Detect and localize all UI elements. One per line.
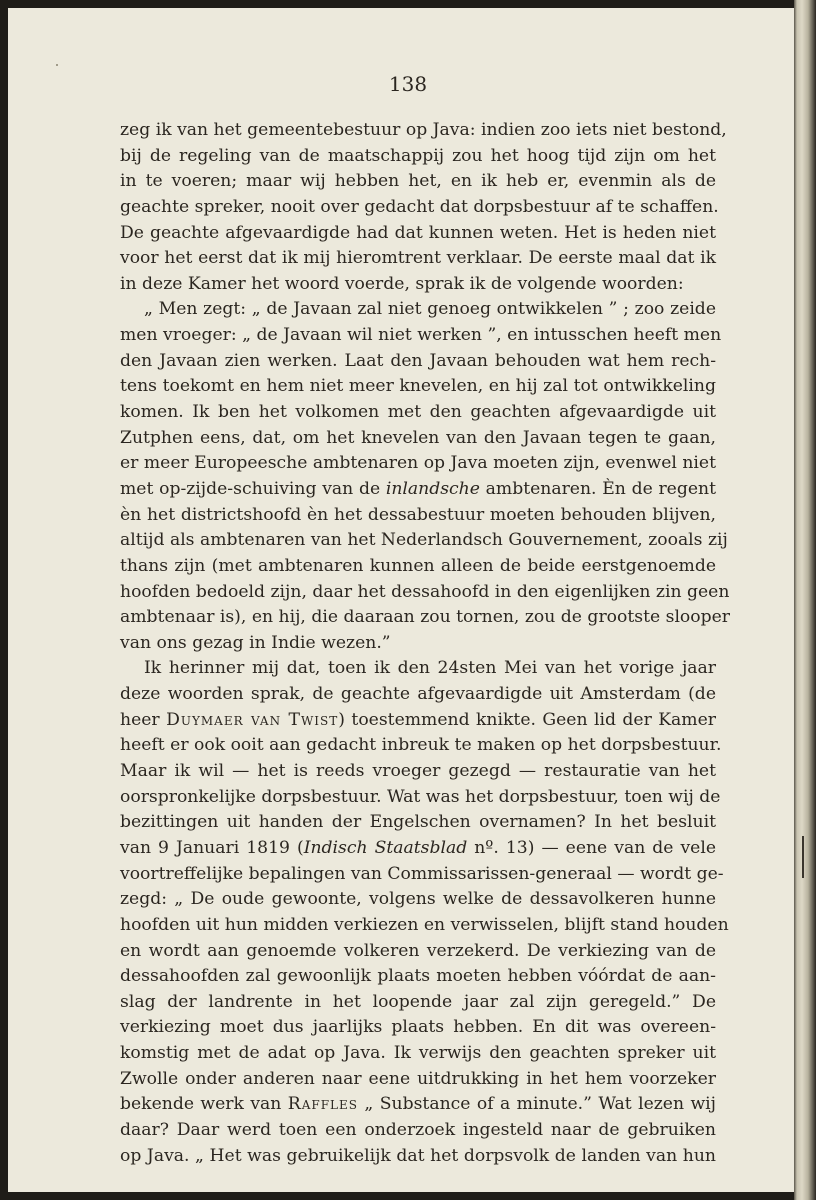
text-line <box>120 374 716 400</box>
text-line <box>120 528 728 554</box>
text-line <box>120 810 716 836</box>
text-segment: van ons gezag in Indie wezen.” <box>120 632 391 653</box>
page-number: 138 <box>388 72 428 96</box>
text-segment: slag der landrente in het loopende jaar zal zijn geregeld.” De <box>120 991 716 1012</box>
text-line <box>120 733 722 759</box>
text-segment: komstig met de adat op Java. Ik verwijs den geachten spreker uit <box>120 1043 716 1064</box>
text-line <box>120 349 716 375</box>
text-segment: verkiezing moet dus jaarlijks plaats hebben. En dit was overeen- <box>120 1017 716 1038</box>
text-line <box>120 1144 716 1170</box>
text-segment: „ Substance of a minute.” Wat lezen wij <box>358 1094 716 1115</box>
text-segment: De geachte afgevaardigde had dat kunnen weten. Het is heden niet <box>120 222 716 243</box>
text-segment: en wordt aan genoemde volkeren verzekerd. De verkiezing van de <box>120 940 716 961</box>
text-segment: nº. 13) — eene van de vele <box>467 837 717 858</box>
text-segment: met op-zijde-schuiving van de <box>120 478 386 499</box>
text-line <box>120 887 716 913</box>
body-text <box>120 118 731 1169</box>
text-line <box>120 939 716 965</box>
text-line <box>120 1015 716 1041</box>
margin-mark <box>802 836 804 878</box>
text-line <box>120 1092 716 1118</box>
text-segment: „ Men zegt: „ de Javaan zal niet genoeg ontwikkelen ” ; zoo zeide <box>144 299 716 320</box>
italic-text: inlandsche <box>385 478 480 499</box>
text-line <box>120 785 721 811</box>
text-line <box>120 605 731 631</box>
text-line <box>120 400 716 426</box>
text-segment: voor het eerst dat ik mij hieromtrent verklaar. De eerste maal dat ik <box>120 248 716 269</box>
text-line <box>120 1067 716 1093</box>
text-segment: zeg ik van het gemeentebestuur op Java: indien zoo iets niet bestond, <box>120 120 727 140</box>
text-segment: in deze Kamer het woord voerde, sprak ik de volgende woorden: <box>120 273 684 294</box>
text-segment: Maar ik wil — het is reeds vroeger gezegd — restauratie van het <box>120 761 716 782</box>
small-caps-name: Duymaer van Twist <box>166 709 339 730</box>
text-line <box>120 144 716 170</box>
text-segment: tens toekomt en hem niet meer knevelen, en hij zal tot ontwikkeling <box>120 376 716 397</box>
text-line <box>120 656 716 682</box>
text-segment: bezittingen uit handen der Engelschen overnamen? In het besluit <box>120 812 716 833</box>
binding-edge <box>794 0 816 1200</box>
text-segment: heer <box>120 709 167 730</box>
text-segment: Ik herinner mij dat, toen ik den 24sten Mei van het vorige jaar <box>144 658 716 679</box>
text-segment: hoofden uit hun midden verkiezen en verwisselen, blijft stand houden <box>120 914 729 935</box>
small-caps-name: Raffles <box>287 1094 359 1115</box>
text-line <box>120 221 716 247</box>
text-segment: bekende werk van <box>120 1094 288 1115</box>
paper-speck <box>56 64 58 66</box>
text-segment: zegd: „ De oude gewoonte, volgens welke de dessavolkeren hunne <box>120 889 716 910</box>
italic-text: Indisch Staatsblad <box>303 837 468 858</box>
text-line <box>120 964 716 990</box>
text-segment: èn het districtshoofd èn het dessabestuur moeten behouden blijven, <box>120 504 716 525</box>
text-line <box>120 426 716 452</box>
text-line <box>120 477 716 503</box>
text-line <box>120 451 716 477</box>
text-segment: in te voeren; maar wij hebben het, en ik heb er, evenmin als de <box>120 171 716 192</box>
text-segment: ambtenaren. Èn de regent <box>479 478 716 499</box>
text-segment: men vroeger: „ de Javaan wil niet werken ”, en intusschen heeft men <box>120 325 722 346</box>
text-segment: voortreffelijke bepalingen van Commissarissen-generaal — wordt ge- <box>120 863 724 884</box>
text-segment: Zutphen eens, dat, om het knevelen van den Javaan tegen te gaan, <box>120 427 716 448</box>
text-line <box>120 759 716 785</box>
text-line <box>120 862 724 888</box>
text-line <box>120 272 716 298</box>
text-line <box>120 246 716 272</box>
text-line <box>120 913 729 939</box>
text-segment: den Javaan zien werken. Laat den Javaan behouden wat hem rech- <box>120 350 716 371</box>
text-line <box>120 1118 716 1144</box>
text-line <box>120 580 730 606</box>
text-segment: van 9 Januari 1819 ( <box>120 837 304 858</box>
text-line <box>120 708 716 734</box>
text-segment: komen. Ik ben het volkomen met den geachten afgevaardigde uit <box>120 402 716 423</box>
text-line <box>120 323 722 349</box>
text-segment: dessahoofden zal gewoonlijk plaats moeten hebben vóórdat de aan- <box>120 966 716 987</box>
text-segment: thans zijn (met ambtenaren kunnen alleen de beide eerstgenoemde <box>120 555 716 576</box>
text-segment: daar? Daar werd toen een onderzoek ingesteld naar de gebruiken <box>120 1119 716 1140</box>
text-segment: oorspronkelijke dorpsbestuur. Wat was het dorpsbestuur, toen wij de <box>120 786 721 807</box>
text-line <box>120 297 716 323</box>
text-segment: ) toestemmend knikte. Geen lid der Kamer <box>338 709 716 730</box>
text-segment: deze woorden sprak, de geachte afgevaardigde uit Amsterdam (de <box>120 684 716 705</box>
text-segment: op Java. „ Het was gebruikelijk dat het dorpsvolk de landen van hun <box>120 1145 716 1166</box>
text-segment: bij de regeling van de maatschappij zou het hoog tijd zijn om het <box>120 145 716 166</box>
text-line <box>120 169 716 195</box>
text-segment: Zwolle onder anderen naar eene uitdrukking in het hem voorzeker <box>120 1068 716 1089</box>
text-line <box>120 554 716 580</box>
text-line <box>120 682 716 708</box>
text-segment: ambtenaar is), en hij, die daaraan zou tornen, zou de grootste slooper <box>120 607 731 628</box>
text-line <box>120 118 727 144</box>
text-segment: heeft er ook ooit aan gedacht inbreuk te maken op het dorpsbestuur. <box>120 735 722 756</box>
text-line <box>120 631 716 657</box>
text-segment: altijd als ambtenaren van het Nederlandsch Gouvernement, zooals zij <box>120 530 728 551</box>
text-segment: geachte spreker, nooit over gedacht dat dorpsbestuur af te schaffen. <box>120 196 719 217</box>
text-line <box>120 1041 716 1067</box>
text-line <box>120 990 716 1016</box>
text-line <box>120 195 719 221</box>
text-segment: er meer Europeesche ambtenaren op Java moeten zijn, evenwel niet <box>120 453 716 474</box>
text-line <box>120 836 716 862</box>
text-segment: hoofden bedoeld zijn, daar het dessahoofd in den eigenlijken zin geen <box>120 581 730 602</box>
text-line <box>120 503 716 529</box>
